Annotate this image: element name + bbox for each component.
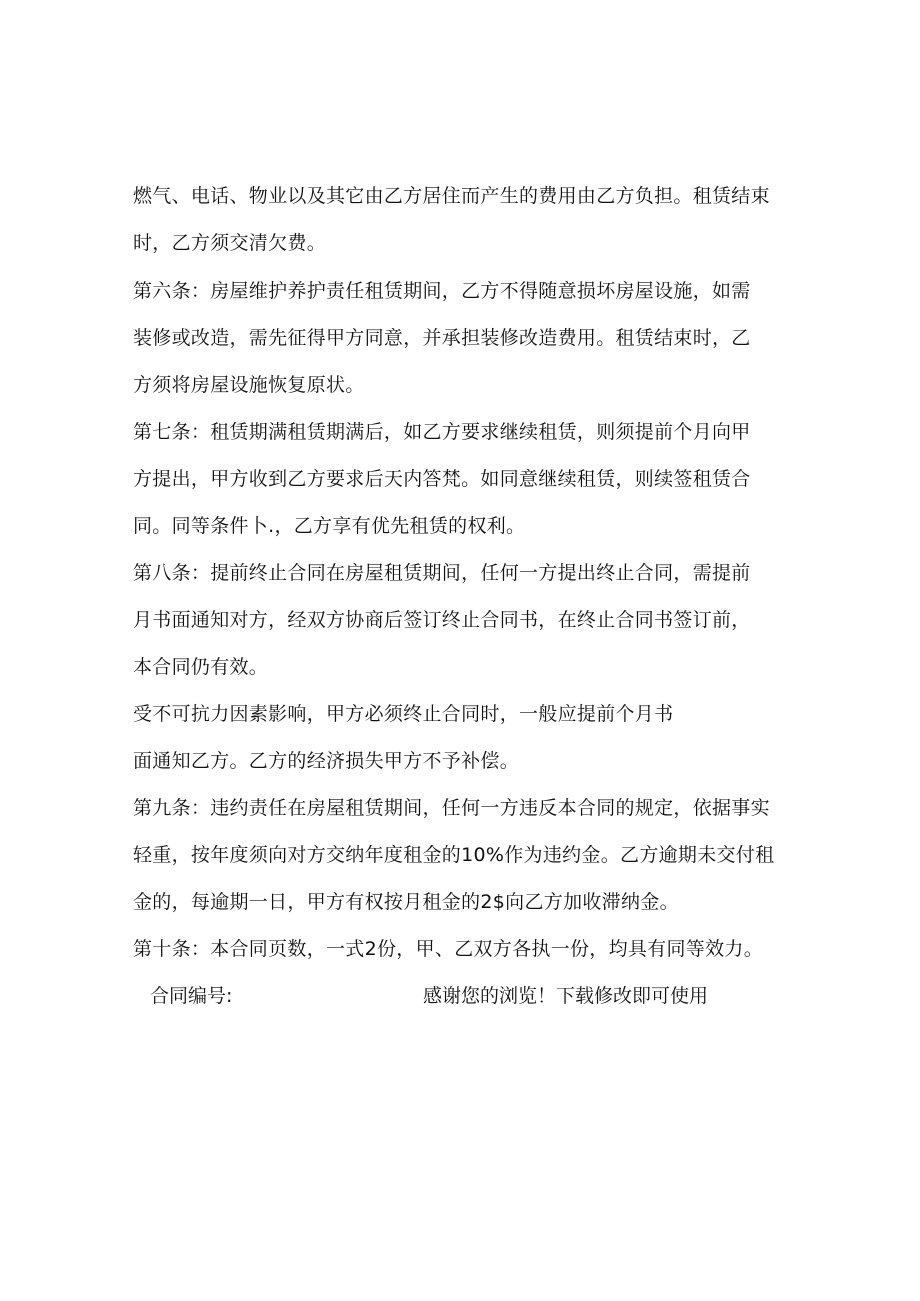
text-line: 本合同仍有效。 <box>133 656 269 678</box>
text-line: 第六条：房屋维护养护责任租赁期间，乙方不得随意损坏房屋设施，如需 <box>133 280 751 302</box>
text-line: 金的，每逾期一日，甲方有权按月租金的2$向乙方加收滞纳金。 <box>133 891 679 913</box>
text-line: 装修或改造，需先征得甲方同意，并承担装修改造费用。租赁结束时，乙 <box>133 327 751 349</box>
text-line: 第七条：租赁期满租赁期满后，如乙方要求继续租赁，则须提前个月向甲 <box>133 421 751 443</box>
text-line: 第八条：提前终止合同在房屋租赁期间，任何一方提出终止合同，需提前 <box>133 562 751 584</box>
text-line: 受不可抗力因素影响，甲方必须终止合同时，一般应提前个月书 <box>133 703 674 725</box>
text-line: 同。同等条件卜.，乙方享有优先租赁的权利。 <box>133 515 526 537</box>
text-line: 月书面通知对方，经双方协商后签订终止合同书，在终止合同书签订前， <box>133 609 751 631</box>
text-line: 第九条：违约责任在房屋租赁期间，任何一方违反本合同的规定，依据事实 <box>133 797 770 819</box>
text-line: 燃气、电话、物业以及其它由乙方居住而产生的费用由乙方负担。租赁结束 <box>133 185 770 207</box>
text-line: 方提出，甲方收到乙方要求后天内答梵。如同意继续租赁，则续签租赁合 <box>133 468 751 490</box>
text-line: 面通知乙方。乙方的经济损失甲方不予补偿。 <box>133 750 520 772</box>
text-line: 时，乙方须交清欠费。 <box>133 232 327 254</box>
text-line: 轻重，按年度须向对方交纳年度租金的10%作为违约金。乙方逾期未交付租 <box>133 844 775 866</box>
text-line: 第十条：本合同页数，一式2份，甲、乙双方各执一份，均具有同等效力。 <box>133 938 763 960</box>
contract-number-label: 合同编号: <box>150 985 233 1007</box>
thanks-note: 感谢您的浏览！下载修改即可使用 <box>423 985 709 1007</box>
text-line: 方须将房屋设施恢复原状。 <box>133 374 365 396</box>
